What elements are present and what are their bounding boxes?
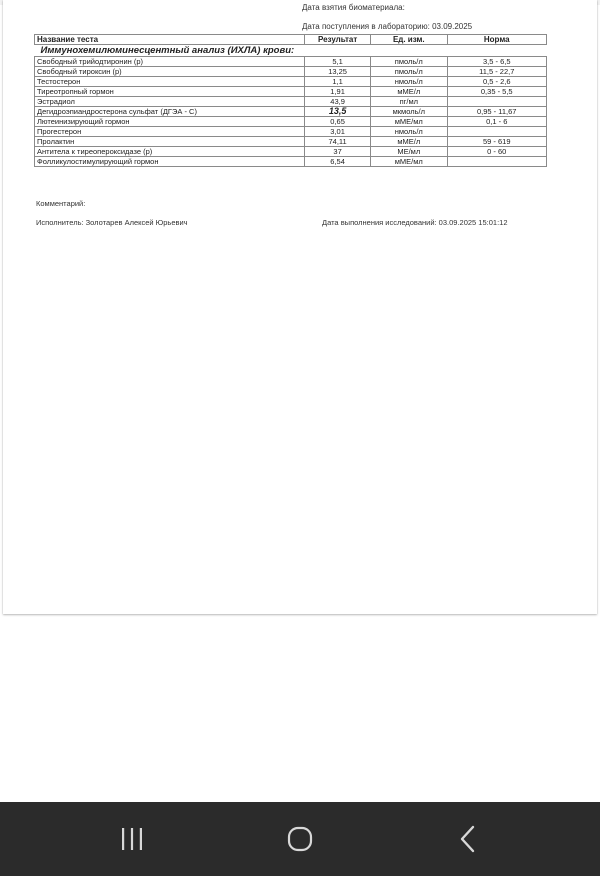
table-row <box>35 67 547 77</box>
test-unit: пмоль/л <box>371 57 447 67</box>
viewer-background <box>0 617 600 802</box>
test-result: 6,54 <box>305 157 371 167</box>
test-name: Дегидроэпиандростерона сульфат (ДГЭА - С) <box>35 107 305 117</box>
test-norm <box>447 157 547 167</box>
table-row <box>35 137 547 147</box>
test-norm: 0,1 - 6 <box>447 117 547 127</box>
test-unit: нмоль/л <box>371 127 447 137</box>
test-name: Свободный трийодтиронин (р) <box>35 57 305 67</box>
test-name: Фолликулостимулирующий гормон <box>35 157 305 167</box>
test-unit: мМЕ/мл <box>371 117 447 127</box>
table-header-row <box>35 35 547 45</box>
table-row <box>35 157 547 167</box>
test-norm: 0,35 - 5,5 <box>447 87 547 97</box>
table-row <box>35 87 547 97</box>
back-icon <box>456 824 480 854</box>
performed-date: Дата выполнения исследований: 03.09.2025 15:01:12 <box>322 218 508 227</box>
lab-received-date: Дата поступления в лабораторию: 03.09.2025 <box>302 22 473 31</box>
table-row-highlighted <box>35 107 547 117</box>
header-test-name: Название теста <box>35 35 305 45</box>
test-result: 0,65 <box>305 117 371 127</box>
header-unit: Ед. изм. <box>371 35 447 45</box>
section-title: Иммунохемилюминесцентный анализ (ИХЛА) крови: <box>40 45 295 56</box>
table-row <box>35 57 547 67</box>
home-icon <box>285 824 315 854</box>
test-norm <box>447 127 547 137</box>
results-table <box>34 34 547 167</box>
header-norm: Норма <box>447 35 547 45</box>
table-row <box>35 147 547 157</box>
performer-name: Исполнитель: Золотарев Алексей Юрьевич <box>36 218 188 227</box>
recents-button[interactable] <box>102 802 162 876</box>
test-unit: мМЕ/л <box>371 137 447 147</box>
test-name: Антитела к тиреопероксидазе (р) <box>35 147 305 157</box>
comment-label: Комментарий: <box>36 199 86 208</box>
test-norm: 0 - 60 <box>447 147 547 157</box>
test-result: 1,91 <box>305 87 371 97</box>
test-unit: пмоль/л <box>371 67 447 77</box>
sample-taken-date: Дата взятия биоматериала: <box>302 3 405 12</box>
test-norm: 0,5 - 2,6 <box>447 77 547 87</box>
table-row <box>35 97 547 107</box>
test-name: Свободный тироксин (р) <box>35 67 305 77</box>
section-row <box>35 45 547 57</box>
test-name: Тиреотропный гормон <box>35 87 305 97</box>
header-result: Результат <box>305 35 371 45</box>
document-page[interactable] <box>3 0 597 614</box>
test-unit: мМЕ/л <box>371 87 447 97</box>
test-name: Лютеинизирующий гормон <box>35 117 305 127</box>
test-result-out-of-range: 13,5 <box>305 107 371 117</box>
test-result: 1,1 <box>305 77 371 87</box>
test-unit: пг/мл <box>371 97 447 107</box>
test-result: 37 <box>305 147 371 157</box>
navigation-bar <box>0 802 600 876</box>
table-row <box>35 117 547 127</box>
test-unit: нмоль/л <box>371 77 447 87</box>
test-name: Пролактин <box>35 137 305 147</box>
test-unit: мкмоль/л <box>371 107 447 117</box>
table-row <box>35 127 547 137</box>
test-unit: МЕ/мл <box>371 147 447 157</box>
home-button[interactable] <box>270 802 330 876</box>
test-norm: 0,95 - 11,67 <box>447 107 547 117</box>
test-result: 5,1 <box>305 57 371 67</box>
test-norm: 59 - 619 <box>447 137 547 147</box>
test-result: 74,11 <box>305 137 371 147</box>
test-result: 3,01 <box>305 127 371 137</box>
test-result: 13,25 <box>305 67 371 77</box>
test-name: Тестостерон <box>35 77 305 87</box>
recents-icon <box>119 826 145 852</box>
test-name: Прогестерон <box>35 127 305 137</box>
test-result: 43,9 <box>305 97 371 107</box>
test-name: Эстрадиол <box>35 97 305 107</box>
test-norm: 11,5 - 22,7 <box>447 67 547 77</box>
test-unit: мМЕ/мл <box>371 157 447 167</box>
table-row <box>35 77 547 87</box>
test-norm: 3,5 - 6,5 <box>447 57 547 67</box>
test-norm <box>447 97 547 107</box>
back-button[interactable] <box>438 802 498 876</box>
